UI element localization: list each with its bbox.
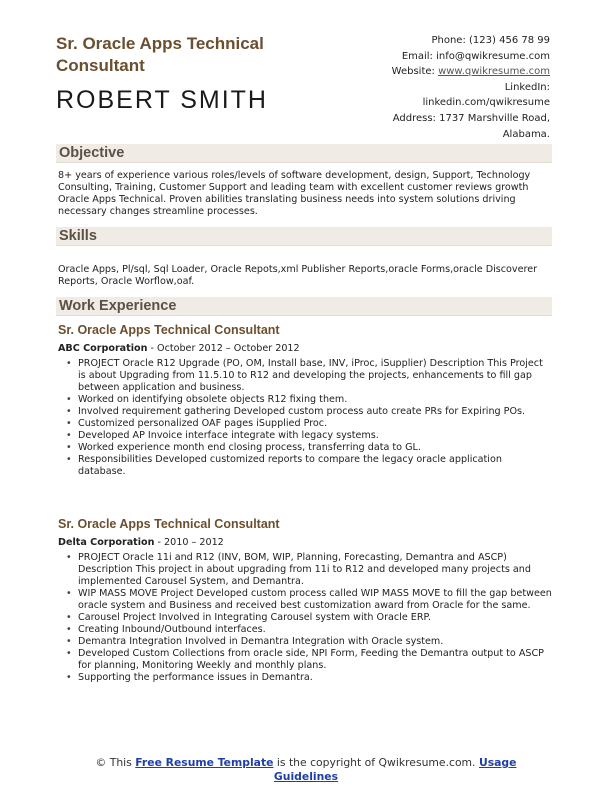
job-2-company: Delta Corporation <box>58 537 155 548</box>
work-heading-text: Work Experience <box>59 298 177 314</box>
address-line1: 1737 Marshville Road, <box>439 112 550 124</box>
contact-website <box>300 64 550 80</box>
website-link[interactable]: www.qwikresume.com <box>438 66 550 78</box>
job-1-bullet: • Worked experience month end closing process, transferring data to GL. <box>58 442 552 454</box>
job-1-bullet-list <box>58 358 552 478</box>
address-line2: Alabama. <box>502 128 550 140</box>
address-label: Address: <box>392 112 436 124</box>
job-2-bullet: • Demantra Integration Involved in Demantra Integration with Oracle system. <box>58 636 552 648</box>
website-label: Website: <box>391 66 435 78</box>
free-resume-template-link[interactable]: Free Resume Template <box>135 756 274 769</box>
work-section-heading <box>56 297 552 316</box>
objective-section-heading <box>56 144 552 163</box>
phone-value: (123) 456 78 99 <box>469 35 550 46</box>
job-2-company-line <box>58 537 552 548</box>
phone-label: Phone: <box>431 35 466 46</box>
usage-guidelines-link[interactable]: Usage Guidelines <box>273 756 517 783</box>
contact-linkedin-value: linkedin.com/qwikresume <box>422 97 550 109</box>
contact-phone <box>300 33 550 49</box>
objective-heading-text: Objective <box>59 145 125 161</box>
skills-section-heading <box>56 227 552 246</box>
job-2-dates: - 2010 – 2012 <box>154 537 224 548</box>
job-2-role: Sr. Oracle Apps Technical Consultant <box>58 517 280 531</box>
copyright-icon: © <box>95 756 107 769</box>
job-2-bullet: • WIP MASS MOVE Project Developed custom process called WIP MASS MOVE to fill the gap between oracle system and Business and received best customization award from Oracle for the same. <box>58 588 552 612</box>
skills-heading-text: Skills <box>59 228 97 244</box>
job-1-bullet: • Developed AP Invoice interface integrate with legacy systems. <box>58 430 552 442</box>
job-1-bullet: • Involved requirement gathering Developed custom process auto create PRs for Expiring POs. <box>58 406 552 418</box>
contact-email <box>300 49 550 65</box>
objective-text: 8+ years of experience various roles/levels of software development, design, Support, Technology Consulting, Training, Customer Support and leading team with excellent customer reviews growth Oracle Apps Technical. Proven abilities translating business needs into system solutions driving necessary changes streamline processes. <box>58 170 531 217</box>
job-2-bullet: • PROJECT Oracle 11i and R12 (INV, BOM, WIP, Planning, Forecasting, Demantra and ASCP) Description This project in about upgrading from 11i to R12 and developed many projects and implemented Carousel System, and Demantra. <box>58 552 552 588</box>
job-2-bullet: • Carousel Project Involved in Integrating Carousel system with Oracle ERP. <box>58 612 552 624</box>
job-1-company: ABC Corporation <box>58 343 148 354</box>
job-1-company-line <box>58 343 552 354</box>
contact-block <box>300 33 550 142</box>
job-1-dates: - October 2012 – October 2012 <box>147 343 300 354</box>
footer-prefix: This <box>106 756 136 769</box>
contact-address <box>300 111 550 127</box>
candidate-name: ROBERT SMITH <box>56 86 268 114</box>
job-1-bullet: • Responsibilities Developed customized reports to compare the legacy oracle application database. <box>58 454 552 478</box>
footer-middle: is the copyright of Qwikresume.com. <box>273 756 479 769</box>
job-2-bullet: • Supporting the performance issues in Demantra. <box>58 672 552 684</box>
skills-text: Oracle Apps, Pl/sql, Sql Loader, Oracle Repots,xml Publisher Reports,oracle Forms,oracle Discoverer Reports, Oracle Worflow,oaf. <box>58 264 538 287</box>
job-2-bullet: • Creating Inbound/Outbound interfaces. <box>58 624 552 636</box>
job-1-bullet: • Worked on identifying obsolete objects R12 fixing them. <box>58 394 552 406</box>
resume-job-title: Sr. Oracle Apps Technical Consultant <box>56 34 264 75</box>
email-value: info@qwikresume.com <box>436 50 550 62</box>
copyright-footer <box>80 756 532 784</box>
email-label: Email: <box>401 50 433 62</box>
job-1-role: Sr. Oracle Apps Technical Consultant <box>58 323 280 337</box>
job-2-bullet-list <box>58 552 552 684</box>
job-1-bullet: • PROJECT Oracle R12 Upgrade (PO, OM, Install base, INV, iProc, iSupplier) Description This Project is about Upgrading from 11.5.10 to R12 and developing the projects, enhancements to fill gap between application and business. <box>58 358 552 394</box>
contact-linkedin-label: LinkedIn: <box>504 81 550 93</box>
job-1-bullet: • Customized personalized OAF pages iSupplied Proc. <box>58 418 552 430</box>
job-2-bullet: • Developed Custom Collections from oracle side, NPI Form, Feeding the Demantra output to ASCP for planning, Monitoring Weekly and monthly plans. <box>58 648 552 672</box>
